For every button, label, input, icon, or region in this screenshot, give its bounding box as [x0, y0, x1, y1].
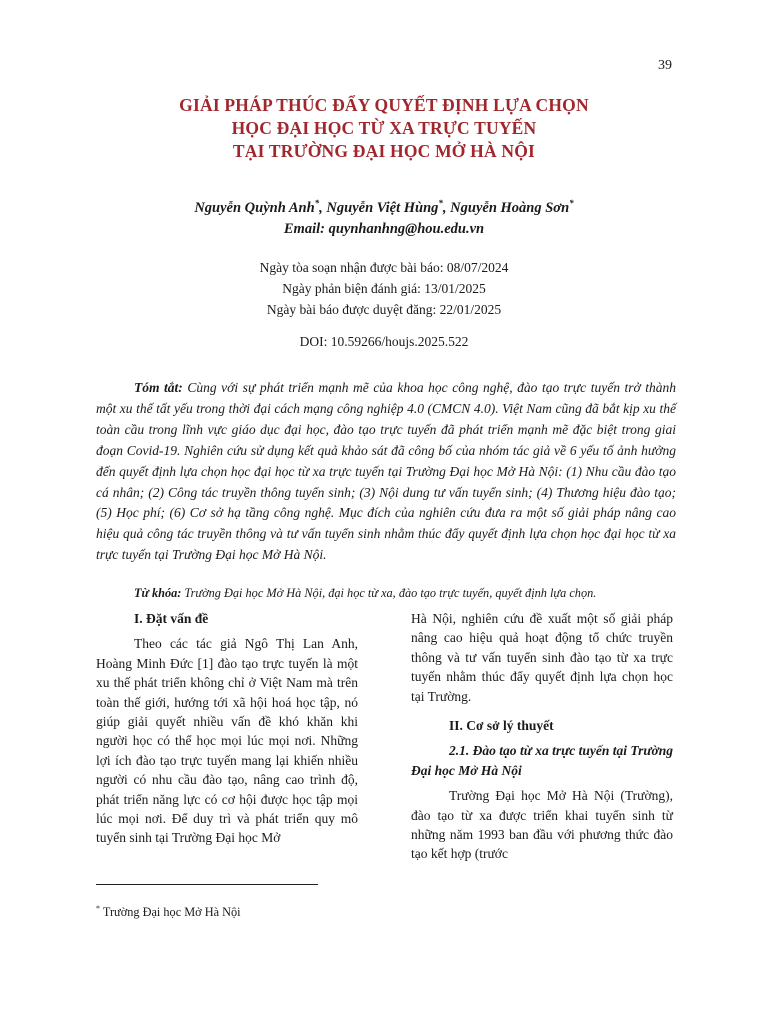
section-heading: II. Cơ sở lý thuyết	[449, 718, 554, 734]
footnote	[96, 904, 241, 920]
body-paragraph: Trường Đại học Mở Hà Nội (Trường), đào tạo từ xa được triển khai tuyển sinh từ những năm 1993 ban đầu với phương thức đào tạo kết hợp (trước	[411, 788, 673, 862]
page-number: 39	[658, 58, 672, 73]
author-email[interactable]: Email: quynhanhng@hou.edu.vn	[283, 220, 485, 237]
affiliation-mark: *	[569, 198, 574, 208]
left-column	[96, 609, 358, 858]
body-paragraph: Hà Nội, nghiên cứu đề xuất một số giải pháp nâng cao hiệu quả hoạt động tổ chức truyền thông và tư vấn tuyển sinh đào tạo từ xa trực tuyến nhằm thúc đẩy quyết định lựa chọn học tại Trường.	[411, 611, 673, 704]
date-accepted: Ngày bài báo được duyệt đăng: 22/01/2025	[266, 302, 502, 317]
keywords-text: Trường Đại học Mở Hà Nội, đại học từ xa, đào tạo trực tuyến, quyết định lựa chọn.	[184, 586, 597, 600]
date-block	[96, 257, 672, 320]
body-paragraph: Theo các tác giả Ngô Thị Lan Anh, Hoàng Minh Đức [1] đào tạo trực tuyến là một xu thế phát triển không chỉ ở Việt Nam mà trên toàn thế giới, hướng tới xã hội hoá học tập, nó giúp giải quyết nhiều vấn đề khó khăn khi người học có thể học mọi lúc mọi nơi. Những lợi ích đào tạo trực tuyến mang lại khiến nhiều người có nhu cầu đào tạo, nâng cao trình độ, phát triển năng lực có cơ hội được học tập mọi lúc mọi nơi. Để duy trì và phát triển quy mô tuyển sinh tại Trường Đại học Mở	[96, 636, 358, 846]
title-line-1: GIẢI PHÁP THÚC ĐẨY QUYẾT ĐỊNH LỰA CHỌN	[179, 95, 589, 115]
section-heading: I. Đặt vấn đề	[134, 611, 209, 626]
doi[interactable]: DOI: 10.59266/houjs.2025.522	[299, 334, 469, 349]
abstract	[96, 378, 676, 566]
abstract-text: Cùng với sự phát triển mạnh mẽ của khoa học công nghệ, đào tạo trực tuyến trở thành một xu thế tất yếu trong thời đại cách mạng công nghiệp 4.0 (CMCN 4.0). Việt Nam cũng đã bắt kịp xu thế toàn cầu trong lĩnh vực giáo dục đại học, đào tạo trực tuyến đã phát triển mạnh mẽ đặc biệt trong giai đoạn Covid-19. Nghiên cứu sử dụng kết quả khảo sát đã công bố của nhóm tác giả về 6 yếu tố ảnh hưởng đến quyết định lựa chọn học đại học từ xa trực tuyến tại Trường Đại học Mở Hà Nội: (1) Nhu cầu đào tạo cá nhân; (2) Công tác truyền thông tuyển sinh; (3) Nội dung tư vấn tuyển sinh; (4) Thương hiệu đào tạo; (5) Học phí; (6) Cơ sở hạ tầng công nghệ. Mục đích của nghiên cứu đưa ra một số giải pháp nâng cao hiệu quả công tác truyền thông và tư vấn tuyển sinh nhằm thúc đẩy quyết định lựa chọn học đại học từ xa trực tuyến tại Trường Đại học Mở Hà Nội.	[96, 380, 677, 563]
footnote-mark: *	[96, 904, 100, 913]
affiliation-mark: *	[314, 198, 320, 208]
paper-title	[96, 94, 672, 163]
keywords	[134, 584, 679, 602]
author-block	[96, 193, 672, 240]
keywords-label: Từ khóa:	[134, 586, 182, 600]
subsection-heading: 2.1. Đào tạo từ xa trực tuyến tại Trường Đại học Mở Hà Nội	[411, 743, 673, 778]
author-list: Nguyễn Quỳnh Anh*, Nguyễn Việt Hùng*, Nguyễn Hoàng Sơn*	[194, 198, 574, 216]
author-name: Nguyễn Việt Hùng	[326, 199, 439, 216]
title-line-3: TẠI TRƯỜNG ĐẠI HỌC MỞ HÀ NỘI	[232, 141, 536, 161]
date-received: Ngày tòa soạn nhận được bài báo: 08/07/2024	[259, 260, 509, 275]
author-name: Nguyễn Hoàng Sơn	[450, 199, 570, 216]
right-column	[411, 609, 673, 874]
affiliation-mark: *	[438, 198, 443, 208]
author-name: Nguyễn Quỳnh Anh	[194, 199, 315, 216]
abstract-paragraph	[96, 378, 676, 566]
title-line-2: HỌC ĐẠI HỌC TỪ XA TRỰC TUYẾN	[231, 118, 537, 138]
date-reviewed: Ngày phản biện đánh giá: 13/01/2025	[282, 281, 486, 296]
footnote-divider	[96, 884, 318, 885]
abstract-label: Tóm tắt:	[134, 380, 183, 395]
footnote-text: Trường Đại học Mở Hà Nội	[102, 905, 241, 920]
